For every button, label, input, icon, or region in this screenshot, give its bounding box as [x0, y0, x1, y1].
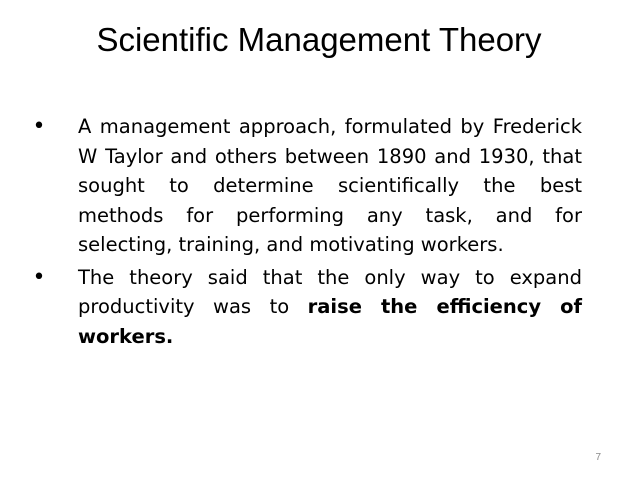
- slide-title: Scientific Management Theory: [96, 21, 542, 58]
- bullet-icon: •: [32, 264, 46, 290]
- bullet-text: A management approach, formulated by Frederick W Taylor and others between 1890 and 1930, that sought to determine scientifically the best methods for performing any task, and for selecting, training, and motivating workers.: [78, 115, 582, 256]
- bullet-list: [30, 112, 582, 351]
- bullet-text: The theory said that the only way to expand productivity was to: [78, 265, 582, 318]
- bullet-emphasis-text: raise the efficiency of workers.: [78, 295, 583, 348]
- bullet-icon: •: [32, 114, 46, 139]
- bullet-item: [30, 263, 582, 352]
- page-number: 7: [595, 452, 601, 463]
- bullet-item: [30, 112, 582, 260]
